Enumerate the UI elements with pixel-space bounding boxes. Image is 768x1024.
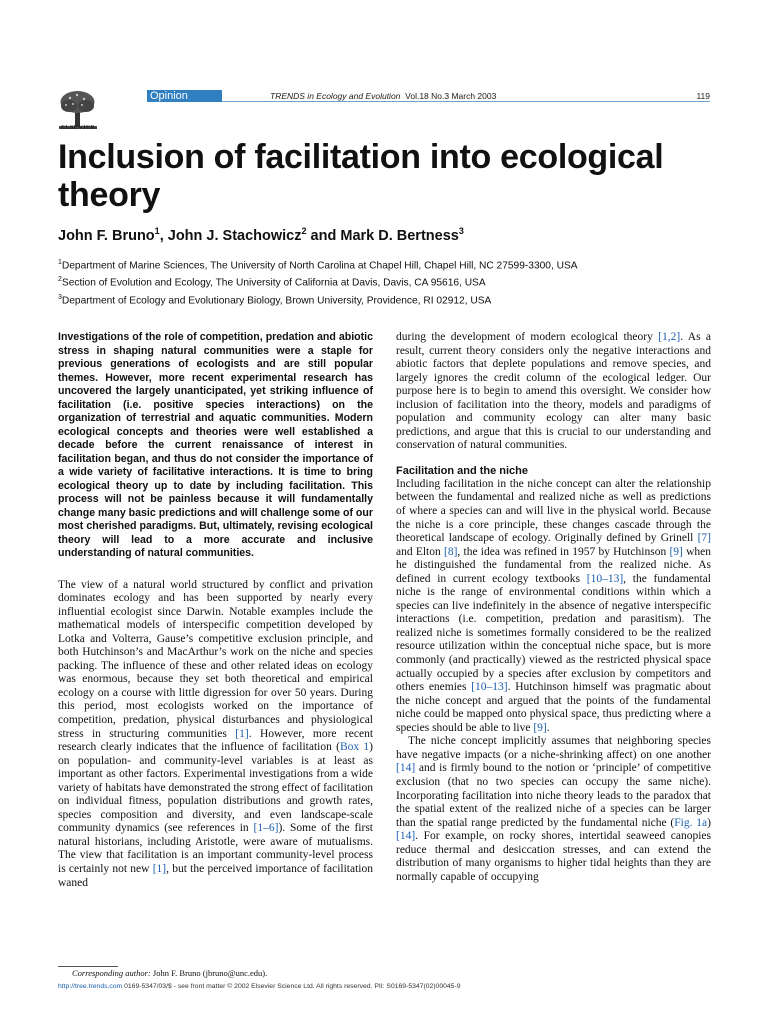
citation-link[interactable]: [14] [396, 830, 416, 843]
section-heading: Facilitation and the niche [396, 464, 529, 477]
journal-name: TRENDS in Ecology and Evolution [270, 91, 401, 101]
citation-link[interactable]: [1–6] [253, 822, 279, 835]
author-list [58, 226, 464, 244]
page-number: 119 [696, 91, 710, 101]
journal-issue: Vol.18 No.3 March 2003 [405, 91, 497, 101]
text-run: . Hutchinson himself was pragmatic about the niche concept and argued that the points of the fundamental niche could be mapped onto physical space, thus predicting where a species should be able to live [396, 681, 711, 734]
footnote-label: Corresponding author: [72, 968, 151, 978]
text-run: ) [707, 816, 711, 829]
author-affiliation-marker: 2 [301, 226, 307, 236]
text-run: The niche concept implicitly assumes that neighboring species have negative impacts (or a niche-shrinking affect) on one another [396, 735, 711, 761]
author-affiliation-marker: 3 [458, 226, 464, 236]
text-run: and Elton [396, 545, 444, 558]
affiliation [58, 291, 738, 308]
citation-link[interactable]: [7] [697, 532, 711, 545]
citation-link[interactable]: Fig. 1a [674, 816, 708, 829]
text-run: during the development of modern ecological theory [396, 331, 659, 343]
citation-link[interactable]: [1] [152, 862, 167, 875]
text-run: , but the perceived importance of facilitation waned [58, 862, 373, 889]
author-affiliation-marker: 1 [154, 226, 160, 236]
body-paragraph [396, 331, 711, 453]
author-name: Mark D. Bertness [340, 227, 459, 244]
author-separator: and [306, 227, 341, 244]
citation-link[interactable]: [8] [443, 545, 458, 558]
text-run: and is firmly bound to the notion or ‘principle’ of competitive exclusion (that no two species can occupy the same niche). Incorporating facilitation into niche theory leads to the paradox that the spatial extent of the realized niche of a species can be larger than the spatial range predicted by the fundamental niche ( [396, 762, 711, 829]
journal-url-link[interactable]: http://tree.trends.com [58, 983, 123, 990]
section-tag: Opinion [147, 90, 222, 102]
text-run: . For example, on rocky shores, intertidal seaweed canopies reduce thermal and desiccation stresses, and can extend the distribution of many organisms to higher tidal heights than they are normally capable of occupying [396, 830, 711, 883]
text-run: . [546, 721, 550, 734]
citation-link[interactable]: [9] [669, 545, 683, 558]
footnote-rule [58, 966, 118, 967]
citation-link[interactable]: [10–13] [471, 681, 508, 694]
citation-link[interactable]: [1] [235, 727, 249, 740]
text-run: Including facilitation in the niche concept can alter the relationship between the fundamental and realized niche as well as predictions of where a species can and will live in the physical world. Because the niche is a core principle, these changes cascade through the theoretical landscape of ecology. Originally defined by Grinell [396, 477, 711, 545]
abstract: Investigations of the role of competition, predation and abiotic stress in shaping natural communities were a staple for previous generations of ecologists and are still popular themes. However, more recent experimental research has uncovered the largely unanticipated, yet striking influence of facilitation (i.e. positive species interactions) on the organization of terrestrial and aquatic communities. Modern ecological concepts and theories were well established a decade before the current renaissance of interest in facilitation began, and thus do not consider the importance of a wide variety of facilitative interactions. It is time to bring ecological theory up to date by including facilitation. This process will not be painless because it will fundamentally change many basic predictions and will challenge some of our most cherished paradigms. But, ultimately, revising ecological theory will lead to a more accurate and inclusive understanding of natural communities. [58, 331, 373, 559]
text-run: The view of a natural world structured by conflict and privation dominates ecology and has been supported by nearly every influential ecologist since Darwin. Notable examples include the mathematical models of interspecific competition developed by Lotka and Volterra, Gause’s competitive exclusion principle, and both Hutchinson’s and MacArthur’s work on the niche and species packing. The influence of these and other related ideas on ecology was enormous, because they set both theoretical and empirical ecology on a course with little digression for over 50 years. During this period, most ecologists worked on the importance of competition, predation, physical disturbances and physiological stress in structuring communities [58, 578, 373, 740]
page-footer [58, 983, 718, 990]
affiliation-text: Department of Marine Sciences, The University of North Carolina at Chapel Hill, Chapel Hill, NC 27599-3300, USA [61, 260, 578, 272]
affiliation-text: Department of Ecology and Evolutionary Biology, Brown University, Providence, RI 02912, USA [61, 295, 492, 307]
journal-citation [270, 91, 496, 101]
text-run: . As a result, current theory considers only the negative interactions and abiotic factors that deplete populations and remove species, and largely ignores the credit column of the ecological ledger. Our purpose here is to begin to amend this oversight. We consider how inclusion of facilitation into the theory, models and paradigms of population and community ecology can alter many basic predictions, and argue that this is crucial to our understanding and conservation of natural communities. [396, 331, 712, 452]
affiliation-text: Section of Evolution and Ecology, The University of California at Davis, Davis, CA 95616, USA [61, 277, 486, 289]
author-separator: , [159, 227, 168, 244]
affiliation [58, 273, 738, 290]
affiliation-list [58, 256, 738, 308]
publisher-logo-text: ELSEVIER [61, 124, 95, 131]
body-paragraph [58, 579, 373, 891]
citation-link[interactable]: [10–13] [586, 572, 624, 585]
text-run: ) on population- and community-level variables is at least as important as other factors. Experimental investigations from a wide variety of habitats have demonstrated the strong effect of facilitation on individual fitness, population distributions and growth rates, species composition and diversity, and even landscape-scale community dynamics (see references in [58, 741, 373, 835]
text-run: , the fundamental niche is the range of environmental conditions within which a species can live indefinitely in the absence of negative interspecific interactions (i.e. competition, predation and parasitism). The realized niche is sometimes formally considered to be the realized resource utilization within the conceptual niche space, but is more commonly (and practically) viewed as the restricted physical space actually occupied by a species after exclusion by competitors and others enemies [396, 572, 712, 694]
corresponding-author-note [72, 968, 267, 978]
affiliation-marker: 2 [58, 276, 62, 284]
header-rule [147, 101, 710, 102]
citation-link[interactable]: [1,2] [658, 331, 681, 343]
author-name: John F. Bruno [58, 227, 155, 244]
citation-link[interactable]: [9] [533, 721, 547, 734]
footnote-text: John F. Bruno (jbruno@unc.edu). [150, 968, 268, 978]
right-column [396, 331, 711, 884]
affiliation [58, 256, 738, 273]
affiliation-marker: 1 [58, 259, 62, 266]
article-title: Inclusion of facilitation into ecological theory [58, 138, 664, 214]
citation-link[interactable]: Box 1 [339, 741, 370, 754]
body-paragraph [396, 735, 711, 884]
text-run: ). Some of the first natural historians, including Aristotle, were aware of mutualisms. The view that facilitation is an important community-level process is certainly not new [58, 822, 373, 875]
text-run: . However, more recent research clearly indicates that the influence of facilitation ( [58, 727, 374, 754]
body-paragraph [396, 478, 711, 735]
text-run: , the idea was refined in 1957 by Hutchinson [457, 545, 670, 558]
text-run: when he distinguished the fundamental from the realized niche. As defined in current ecology textbooks [396, 545, 711, 585]
affiliation-marker: 3 [58, 293, 62, 301]
left-column [58, 331, 373, 890]
citation-link[interactable]: [14] [396, 762, 416, 775]
author-name: John J. Stachowicz [167, 227, 302, 244]
copyright-text: 0169-5347/03/$ - see front matter © 2002 Elsevier Science Ltd. All rights reserved. PII: S0169-5347(02)00045-9 [122, 983, 461, 990]
